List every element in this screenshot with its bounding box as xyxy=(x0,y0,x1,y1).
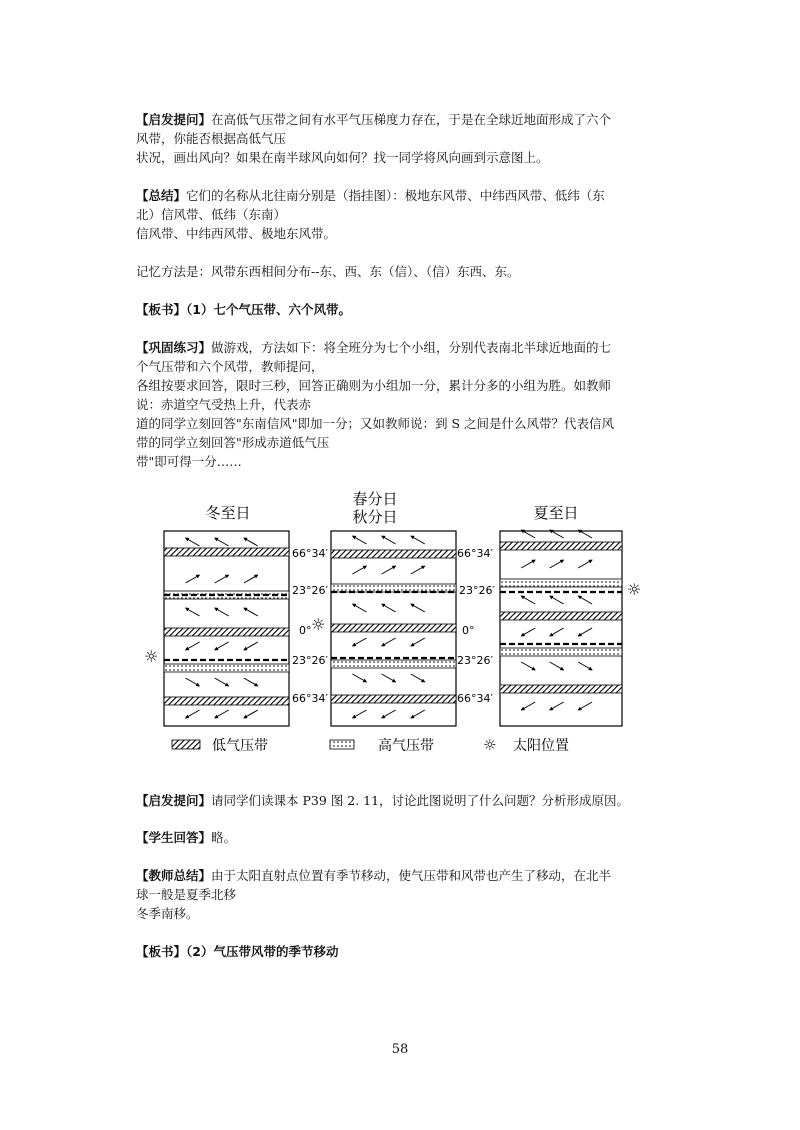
panel-equinox xyxy=(331,531,456,726)
low-pressure-belt xyxy=(500,612,622,620)
teacher-summary-line-1 xyxy=(136,868,611,884)
exercise-line-2: 个气压带和六个风带，教师提问， xyxy=(136,359,324,374)
panel-summer xyxy=(500,530,622,726)
lat-label-66s-right: 66°34′ xyxy=(457,692,493,705)
low-pressure-belt xyxy=(164,548,289,556)
panel-title-spring: 春分日 xyxy=(352,490,398,508)
question-1-line-2: 风带，你能否根据高低气压 xyxy=(136,131,287,146)
panel-title-winter: 冬至日 xyxy=(205,504,251,522)
legend-high-pressure-swatch xyxy=(330,740,354,749)
panel-winter xyxy=(164,531,289,726)
panel-frame-summer xyxy=(500,531,622,726)
question-2-text: 请同学们读课本 P39 图 2. 11，讨论此图说明了什么问题？分析形成原因。 xyxy=(211,793,630,808)
high-pressure-belt xyxy=(331,660,456,668)
high-pressure-belt xyxy=(164,664,289,672)
panel-title-summer: 夏至日 xyxy=(533,504,579,522)
legend-sun-label: 太阳位置 xyxy=(513,738,569,754)
high-pressure-belt xyxy=(500,648,622,656)
lat-label-23n-right: 23°26′ xyxy=(459,584,495,597)
lat-label-66n-right: 66°34′ xyxy=(457,547,493,560)
memory-method: 记忆方法是：风带东西相间分布--东、西、东（信）、（信）东西、东。 xyxy=(136,264,520,279)
question-1-tag: 【启发提问】 xyxy=(136,112,212,127)
panel-title-autumn: 秋分日 xyxy=(352,508,398,526)
sun-icon-equinox: ☼ xyxy=(311,615,326,634)
exercise-tag: 【巩固练习】 xyxy=(136,340,212,355)
teacher-summary-text: 由于太阳直射点位置有季节移动，使气压带和风带也产生了移动，在北半 xyxy=(211,868,612,883)
student-answer xyxy=(136,830,236,846)
lat-label-0-right: 0° xyxy=(462,624,475,637)
summary-tag: 【总结】 xyxy=(136,188,187,203)
page-number: 58 xyxy=(391,1042,409,1057)
pressure-belt-figure xyxy=(0,488,800,768)
summary-line-2: 北）信风带、低纬（东南） xyxy=(136,207,287,222)
high-pressure-belt xyxy=(500,579,622,587)
question-1-text: 在高低气压带之间有水平气压梯度力存在，于是在全球近地面形成了六个 xyxy=(211,112,612,127)
teacher-summary-line-3: 冬季南移。 xyxy=(136,906,199,921)
legend-high-pressure-label: 高气压带 xyxy=(378,738,434,754)
low-pressure-belt xyxy=(331,550,456,558)
exercise-line-4: 说：赤道空气受热上升，代表赤 xyxy=(136,397,312,412)
low-pressure-belt xyxy=(164,628,289,636)
legend-low-pressure-label: 低气压带 xyxy=(212,738,268,754)
summary-text: 它们的名称从北往南分别是（指挂图）：极地东风带、中纬西风带、低纬（东 xyxy=(186,188,605,203)
exercise-line-7: 带"即可得一分…… xyxy=(136,454,242,469)
low-pressure-belt xyxy=(164,697,289,705)
summary-line-1 xyxy=(136,188,605,204)
lat-label-23n-left: 23°26′ xyxy=(292,584,328,597)
legend-sun-icon: ☼ xyxy=(483,736,497,754)
board-note-2 xyxy=(136,944,338,960)
board-2-tag: 【板书】 xyxy=(136,944,187,959)
legend-low-pressure-swatch xyxy=(172,740,200,749)
exercise-line-6: 带的同学立刻回答"形成赤道低气压 xyxy=(136,435,330,450)
low-pressure-belt xyxy=(331,624,456,632)
student-answer-text: 略。 xyxy=(211,830,237,845)
sun-icon-summer: ☼ xyxy=(627,580,642,599)
low-pressure-belt xyxy=(500,542,622,550)
teacher-summary-tag: 【教师总结】 xyxy=(136,868,212,883)
student-answer-tag: 【学生回答】 xyxy=(136,830,212,845)
lat-label-66n-left: 66°34′ xyxy=(292,547,328,560)
exercise-line-1 xyxy=(136,340,611,356)
lat-label-23s-left: 23°26′ xyxy=(292,654,328,667)
low-pressure-belt xyxy=(500,685,622,693)
lat-label-66s-left: 66°34′ xyxy=(292,692,328,705)
question-2-tag: 【启发提问】 xyxy=(136,793,212,808)
board-1-tag: 【板书】 xyxy=(136,302,187,317)
question-1-line-1 xyxy=(136,112,611,128)
teacher-summary-line-2: 球一般是夏季北移 xyxy=(136,887,237,902)
summary-line-3: 信风带、中纬西风带、极地东风带。 xyxy=(136,226,337,241)
sun-icon-winter: ☼ xyxy=(144,647,159,666)
high-pressure-belt xyxy=(331,584,456,592)
question-2-line xyxy=(136,793,629,809)
exercise-line-5: 道的同学立刻回答"东南信风"即加一分；又如教师说：到 S 之间是什么风带？代表信风 xyxy=(136,416,615,431)
board-note-1 xyxy=(136,302,351,318)
exercise-line-3: 各组按要求回答，限时三秒，回答正确则为小组加一分，累计分多的小组为胜。如教师 xyxy=(136,378,612,393)
board-2-text: （2）气压带风带的季节移动 xyxy=(186,944,339,959)
low-pressure-belt xyxy=(331,695,456,703)
board-1-text: （1）七个气压带、六个风带。 xyxy=(186,302,351,317)
lat-label-0-left: 0° xyxy=(299,624,312,637)
lat-label-23s-right: 23°26′ xyxy=(457,654,493,667)
exercise-text: 做游戏，方法如下：将全班分为七个小组，分别代表南北半球近地面的七 xyxy=(211,340,612,355)
question-1-line-3: 状况，画出风向？如果在南半球风向如何？找一同学将风向画到示意图上。 xyxy=(136,150,549,165)
